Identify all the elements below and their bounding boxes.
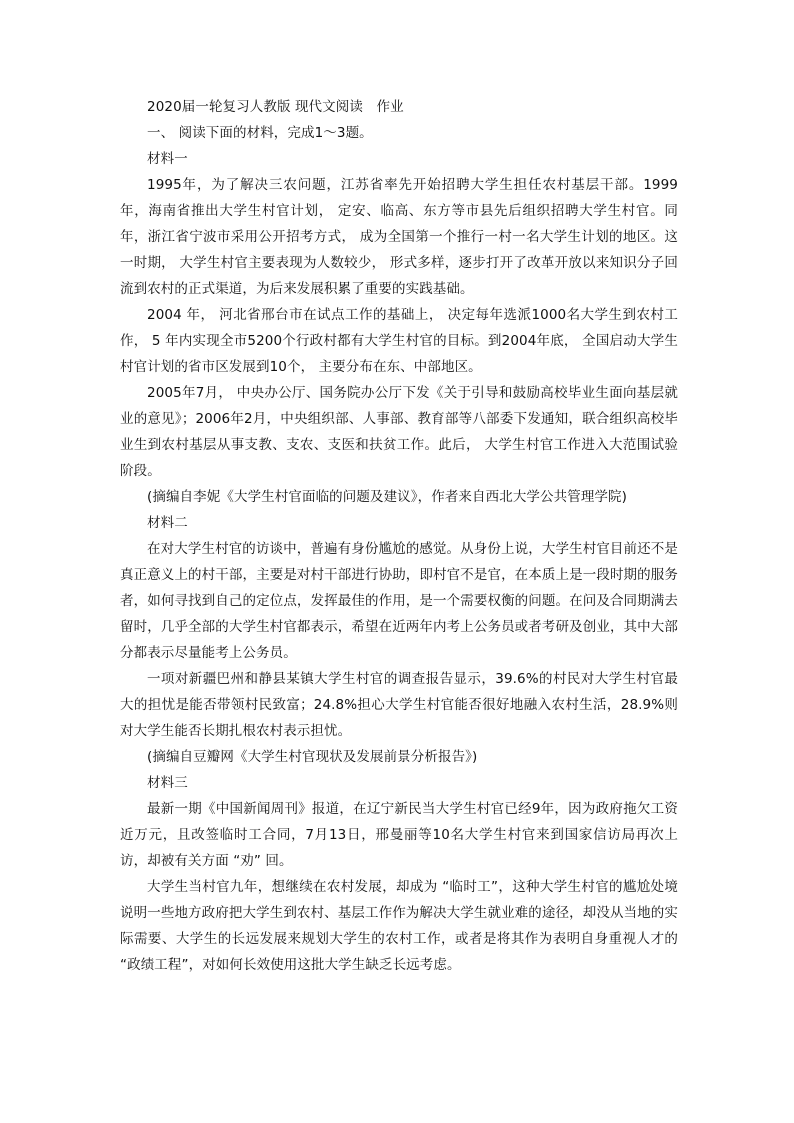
document-body	[120, 94, 678, 978]
material2-source: (摘编自豆瓣网《大学生村官现状及发展前景分析报告》)	[147, 749, 478, 765]
material1-paragraph-3: 2005年7月， 中央办公厅、国务院办公厅下发《关于引导和鼓励高校毕业生面向基层就业的意见》；2006年2月，中央组织部、人事部、教育部等八部委下发通知，联合组织高校毕业生到农村基层从事支教、支农、支医和扶贫工作。此后， 大学生村官工作进入大范围试验阶段。	[120, 385, 678, 479]
material3-paragraph-2: 大学生当村官九年，想继续在农村发展，却成为 “临时工”，这种大学生村官的尴尬处境说明一些地方政府把大学生到农村、基层工作作为解决大学生就业难的途径，却没从当地的实际需要、大学生的长远发展来规划大学生的农村工作，或者是将其作为表明自身重视人才的 “政绩工程”，对如何长效使用这批大学生缺乏长远考虑。	[120, 879, 678, 973]
material3-paragraph-1: 最新一期《中国新闻周刊》报道，在辽宁新民当大学生村官已经9年，因为政府拖欠工资近万元，且改签临时工合同，7月13日，邢曼丽等10名大学生村官来到国家信访局再次上访，却被有关方面 “劝” 回。	[120, 801, 678, 869]
material1-paragraph-1: 1995年，为了解决三农问题，江苏省率先开始招聘大学生担任农村基层干部。1999年，海南省推出大学生村官计划， 定安、临高、东方等市县先后组织招聘大学生村官。同年，浙江省宁波市采用公开招考方式， 成为全国第一个推行一村一名大学生计划的地区。这一时期， 大学生村官主要表现为人数较少， 形式多样，逐步打开了改革开放以来知识分子回流到农村的正式渠道，为后来发展积累了重要的实践基础。	[120, 177, 678, 297]
document-title: 2020届一轮复习人教版 现代文阅读 作业	[147, 99, 404, 115]
material1-heading: 材料一	[147, 151, 188, 167]
material2-paragraph-1: 在对大学生村官的访谈中，普遍有身份尴尬的感觉。从身份上说，大学生村官目前还不是真正意义上的村干部，主要是对村干部进行协助，即村官不是官，在本质上是一段时期的服务者，如何寻找到自己的定位点，发挥最佳的作用，是一个需要权衡的问题。在问及合同期满去留时，几乎全部的大学生村官都表示，希望在近两年内考上公务员或者考研及创业，其中大部分都表示尽量能考上公务员。	[120, 541, 678, 661]
material1-source: (摘编自李妮《大学生村官面临的问题及建议》，作者来自西北大学公共管理学院)	[147, 489, 627, 505]
material2-paragraph-2: 一项对新疆巴州和静县某镇大学生村官的调查报告显示，39.6%的村民对大学生村官最大的担忧是能否带领村民致富；24.8%担心大学生村官能否很好地融入农村生活，28.9%则对大学生能否长期扎根农村表示担忧。	[120, 671, 678, 739]
material2-heading: 材料二	[147, 515, 188, 531]
material1-paragraph-2: 2004 年， 河北省邢台市在试点工作的基础上， 决定每年选派1000名大学生到农村工作， 5 年内实现全市5200个行政村都有大学生村官的目标。到2004年底， 全国启动大学生村官计划的省市区发展到10个， 主要分布在东、中部地区。	[120, 307, 678, 375]
section-heading: 一、 阅读下面的材料，完成1～3题。	[147, 125, 373, 141]
material3-heading: 材料三	[147, 775, 188, 791]
